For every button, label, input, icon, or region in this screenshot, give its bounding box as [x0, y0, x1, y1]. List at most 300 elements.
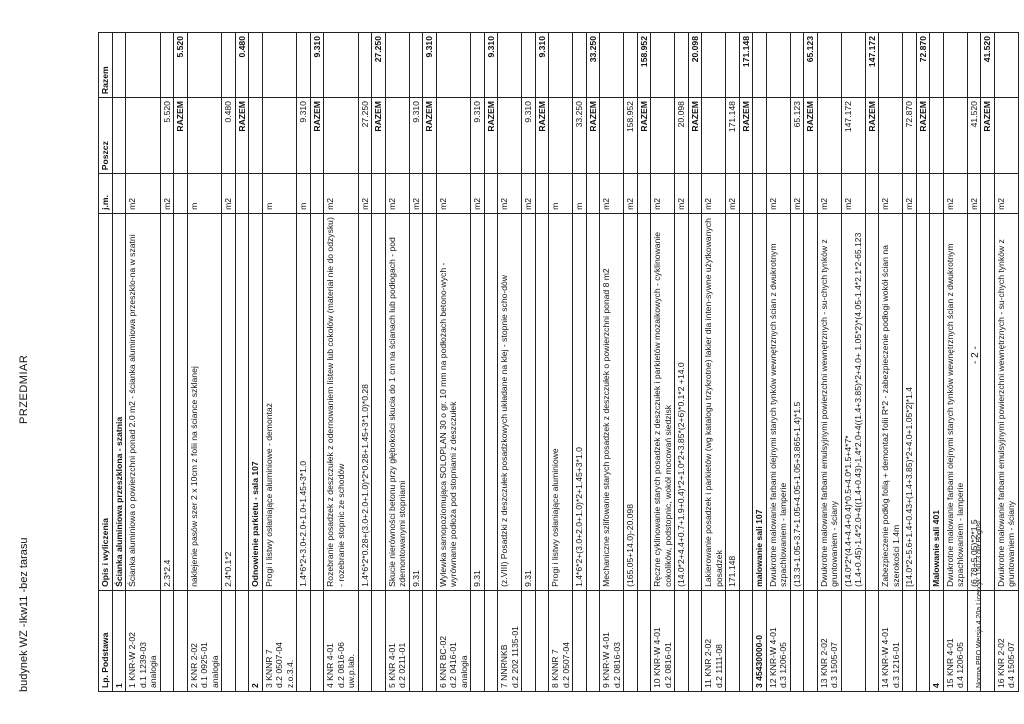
sum-value: 5.520 [174, 33, 188, 98]
section-number: 4 [930, 590, 944, 691]
sum-label: RAZEM [586, 98, 600, 174]
basis-line: d.2 0507-04 [560, 642, 571, 688]
description-cell [688, 213, 702, 590]
sum-label: RAZEM [865, 98, 879, 174]
item-row [262, 33, 297, 692]
basis-line: d.4 1206-05 [955, 642, 965, 688]
basis-line: z.o.3.4. [284, 659, 295, 688]
calc-formula: 2.4*0.1*2 [222, 213, 236, 590]
item-basis [817, 590, 841, 691]
unit-cell: m2 [471, 174, 485, 214]
basis-line: analogia [458, 655, 469, 688]
item-basis [262, 590, 297, 691]
basis-line: d.3 1505-07 [829, 642, 839, 688]
total-cell [600, 33, 624, 98]
unit-cell [804, 174, 818, 214]
partial-cell [651, 98, 675, 174]
total-cell [766, 33, 790, 98]
unit-cell: m2 [766, 174, 790, 214]
item-row [994, 33, 1018, 692]
basis-cell [160, 590, 174, 691]
calc-formula: 1.4*6*2+3.0+2.0+1.0+1.45+3*1.0 [297, 213, 311, 590]
item-row [324, 33, 359, 692]
total-cell [160, 33, 174, 98]
basis-cell [235, 590, 249, 691]
total-cell [841, 33, 865, 98]
basis-cell [484, 590, 498, 691]
calc-formula: 9.31 [471, 213, 485, 590]
total-cell [522, 33, 536, 98]
total-cell [471, 33, 485, 98]
item-row [943, 33, 967, 692]
unit-cell [423, 174, 437, 214]
unit-cell [688, 174, 702, 214]
basis-line: 8 KNNR 7 [550, 649, 560, 688]
basis-line: d.2 202 1135-01 [509, 626, 520, 688]
item-description: Lakierowanie posadzek i parkietów (wg katalogu trzykrotne) lakier dla inten-sywne użytkowanych posadzek [702, 213, 726, 590]
sum-value: 171.148 [739, 33, 753, 98]
partial-value: 9.310 [297, 98, 311, 174]
total-cell [262, 33, 297, 98]
item-basis [651, 590, 675, 691]
description-cell [174, 213, 188, 590]
basis-line: 7 NNRNKB [499, 644, 509, 688]
calc-row [297, 33, 311, 692]
item-basis [324, 590, 359, 691]
software-license-note: Norma PRO Wersja 4.20a Licencja: 15073 dla Bogusi [976, 521, 983, 688]
sum-label: RAZEM [235, 98, 249, 174]
unit-cell [235, 174, 249, 214]
description-cell [423, 213, 437, 590]
sum-label: RAZEM [484, 98, 498, 174]
basis-line: 14 KNR-W 4-01 [880, 627, 890, 688]
total-cell [967, 33, 981, 98]
partial-value: 9.310 [409, 98, 423, 174]
partial-cell [766, 98, 790, 174]
calc-formula: [14.0*2+5.6+1.4+0.43+(1.4+3.85)*2+4.0+1.05*2]*1.4 [903, 213, 917, 590]
total-cell [943, 33, 967, 98]
basis-cell [409, 590, 423, 691]
sum-label: RAZEM [981, 98, 995, 174]
basis-line: d.1 1239-03 [137, 642, 148, 688]
sum-row [804, 33, 818, 692]
calc-formula: (13.3+1.05+3.7+1.05+4.05+1.05+3.865+1.4)*1.5 [790, 213, 804, 590]
sum-row [372, 33, 386, 692]
section-number: 2 [249, 590, 263, 691]
item-row [817, 33, 841, 692]
section-row [930, 33, 944, 692]
basis-cell [790, 590, 804, 691]
col-header-total: Razem [99, 33, 113, 98]
item-description: Progi i listwy osłaniające aluminiowe [549, 213, 573, 590]
unit-cell: m2 [324, 174, 359, 214]
basis-line: 2 KNR 2-02 [188, 643, 199, 688]
basis-cell [358, 590, 372, 691]
basis-line: 13 KNR 2-02 [818, 638, 829, 688]
basis-cell [310, 590, 324, 691]
section-row [753, 33, 767, 692]
unit-cell: m2 [726, 174, 740, 214]
partial-cell [994, 98, 1018, 174]
basis-cell [637, 590, 651, 691]
basis-line: 1 KNR-W 2-02 [127, 632, 137, 688]
total-cell [817, 33, 841, 98]
total-cell [930, 33, 944, 98]
partial-cell [498, 98, 522, 174]
partial-value: 20.098 [675, 98, 689, 174]
description-cell [484, 213, 498, 590]
description-cell [310, 213, 324, 590]
item-description: Dwukrotne malowanie farbami emulsyjnymi powierzchni wewnętrznych - su-chych tynków z gruntowaniem - ściany [994, 213, 1018, 590]
section-row [112, 33, 126, 692]
basis-cell [688, 590, 702, 691]
item-basis [702, 590, 726, 691]
calc-row [624, 33, 638, 692]
item-description: Dwukrotne malowanie farbami olejnymi starych tynków wewnętrznych ścian z dwukrotnym szpachlowaniem - lamperie [943, 213, 967, 590]
total-cell [994, 33, 1018, 98]
basis-line: d.4 1505-07 [1006, 642, 1016, 688]
total-cell [249, 33, 263, 98]
unit-cell: m [262, 174, 297, 214]
description-cell [235, 213, 249, 590]
total-cell [385, 33, 409, 98]
sum-value: 27.250 [372, 33, 386, 98]
unit-cell [112, 174, 126, 214]
unit-cell: m2 [600, 174, 624, 214]
sum-value: 147.172 [865, 33, 879, 98]
calc-formula: 2.3*2.4 [160, 213, 174, 590]
basis-line: uw.p.lab. [346, 654, 356, 688]
sum-row [423, 33, 437, 692]
document-subject: budynek WZ -Ikw11 -bez tarasu [18, 537, 30, 692]
sum-value: 0.480 [235, 33, 249, 98]
sum-value: 20.098 [688, 33, 702, 98]
partial-cell [549, 98, 573, 174]
unit-cell [916, 174, 930, 214]
item-row [385, 33, 409, 692]
partial-cell [385, 98, 409, 174]
total-cell [187, 33, 222, 98]
basis-cell [372, 590, 386, 691]
basis-line: 6 KNR BC-02 [437, 635, 448, 688]
partial-cell [187, 98, 222, 174]
col-header-unit: j.m. [99, 174, 113, 214]
section-title: Odnowienie parkietu - sala 107 [249, 213, 263, 590]
total-cell [651, 33, 675, 98]
item-basis [994, 590, 1018, 691]
total-cell [324, 33, 359, 98]
calc-row [222, 33, 236, 692]
basis-line: 15 KNR 4-01 [944, 638, 955, 688]
item-description: Dwukrotne malowanie farbami emulsyjnymi powierzchni wewnętrznych - su-chych tynków z gruntowaniem - ściany [817, 213, 841, 590]
item-description: Dwukrotne malowanie farbami olejnymi starych tynków wewnętrznych ścian z dwukrotnym szpachlowaniem - lamperie [766, 213, 790, 590]
sum-value: 158.952 [637, 33, 651, 98]
basis-line: 4 KNR 4-01 [325, 643, 335, 688]
basis-line: analogia [209, 655, 220, 688]
item-description: Ręczne cyklinowanie starych posadzek z deszczułek i parkietów mozaikowych - cyklinowanie cokolików, podstopnic, wokół mocowań siedzisk [651, 213, 675, 590]
unit-cell: m2 [385, 174, 409, 214]
unit-cell [739, 174, 753, 214]
sum-label: RAZEM [688, 98, 702, 174]
calc-formula: (14.0*2*(4.4+4.4+0.4)*0.5+4.0*1.5+4*7*(1.4+0.45)-1.4*2.0+4((1.4+0.43)-1.4*2.0+4((1.4+3.85)*2+4.0+ 1.05*2)*(4.05-1.4*2.1*2-65.123 [841, 213, 865, 590]
partial-value: 33.250 [573, 98, 587, 174]
unit-cell [174, 174, 188, 214]
sum-row [535, 33, 549, 692]
sum-label: RAZEM [372, 98, 386, 174]
calc-row [903, 33, 917, 692]
basis-line: d.3 1206-05 [778, 642, 788, 688]
calc-row [522, 33, 536, 692]
item-description: Skucie nierówności betonu przy głębokości skucia do 1 cm na ścianach lub podłogach - pod zdemontowanymi stopniami [385, 213, 409, 590]
section-number: 3 45430000-0 [753, 590, 767, 691]
calc-formula: (14.0*2+4.4+0.7+1.9+0.4)*2+1.0*2+3.85*(2+6)*0.1*2 +14.0 [675, 213, 689, 590]
sum-value: 72.870 [916, 33, 930, 98]
total-cell [753, 33, 767, 98]
sum-label: RAZEM [423, 98, 437, 174]
unit-cell: m2 [624, 174, 638, 214]
item-description: Wylewka samopoziomująca SOLOPLAN 30 o gr. 10 mm na podłożach betono-wych - wyrównanie podłoża pod stopniami z deszczułek [436, 213, 471, 590]
description-cell [586, 213, 600, 590]
partial-cell [262, 98, 297, 174]
unit-cell: m2 [702, 174, 726, 214]
basis-cell [522, 590, 536, 691]
partial-value: 9.310 [522, 98, 536, 174]
sum-row [688, 33, 702, 692]
calc-row [409, 33, 423, 692]
partial-value: 5.520 [160, 98, 174, 174]
partial-value: 65.123 [790, 98, 804, 174]
basis-line: 10 KNR-W 4-01 [652, 627, 662, 688]
unit-cell [753, 174, 767, 214]
total-cell [498, 33, 522, 98]
item-description: Mechaniczne szlifowanie starych posadzek z deszczułek o powierzchni ponad 8 m2 [600, 213, 624, 590]
total-cell [549, 33, 573, 98]
item-row [651, 33, 675, 692]
unit-cell: m2 [967, 174, 981, 214]
basis-cell [471, 590, 485, 691]
description-cell [637, 213, 651, 590]
item-description: (z.VIII) Posadzki z deszczułek posadzkowych układane na klej - stopnie scho-dów [498, 213, 522, 590]
sum-value: 41.520 [981, 33, 995, 98]
item-description: Progi i listwy osłaniające aluminiowe - demontaż [262, 213, 297, 590]
total-cell [624, 33, 638, 98]
partial-cell [249, 98, 263, 174]
partial-value: 27.250 [358, 98, 372, 174]
basis-cell [739, 590, 753, 691]
calc-row [160, 33, 174, 692]
basis-cell [903, 590, 917, 691]
total-cell [409, 33, 423, 98]
basis-cell [916, 590, 930, 691]
unit-cell: m2 [436, 174, 471, 214]
unit-cell: m2 [522, 174, 536, 214]
unit-cell: m2 [879, 174, 903, 214]
unit-cell: m2 [903, 174, 917, 214]
unit-cell: m2 [994, 174, 1018, 214]
total-cell [112, 33, 126, 98]
sum-value: 65.123 [804, 33, 818, 98]
col-header-lp: Lp. Podstawa [99, 590, 113, 691]
sum-row [865, 33, 879, 692]
total-cell [436, 33, 471, 98]
calc-formula: (165.05+14.0)-20.098 [624, 213, 638, 590]
partial-cell [753, 98, 767, 174]
basis-cell [675, 590, 689, 691]
basis-cell [586, 590, 600, 691]
item-row [766, 33, 790, 692]
unit-cell: m2 [498, 174, 522, 214]
unit-cell [310, 174, 324, 214]
item-row [187, 33, 222, 692]
item-basis [766, 590, 790, 691]
basis-cell [726, 590, 740, 691]
partial-value: 147.172 [841, 98, 865, 174]
sum-label: RAZEM [310, 98, 324, 174]
basis-line: 9 KNR-W 4-01 [601, 632, 611, 688]
total-cell [126, 33, 161, 98]
item-description: naklejenie pasów szer 2 x 10cm z folii na ściance szklanej [187, 213, 222, 590]
item-row [436, 33, 471, 692]
item-row [600, 33, 624, 692]
basis-line: d.2 0816-03 [611, 642, 622, 688]
col-header-description: Opis i wyliczenia [99, 213, 113, 590]
partial-cell [126, 98, 161, 174]
unit-cell: m2 [790, 174, 804, 214]
unit-cell [586, 174, 600, 214]
unit-cell: m [187, 174, 222, 214]
item-basis [600, 590, 624, 691]
basis-line: 3 KNNR 7 [263, 649, 274, 688]
sum-value: 33.250 [586, 33, 600, 98]
basis-cell [804, 590, 818, 691]
total-cell [903, 33, 917, 98]
partial-cell [324, 98, 359, 174]
section-number: 1 [112, 590, 126, 691]
item-basis [549, 590, 573, 691]
partial-cell [702, 98, 726, 174]
partial-cell [436, 98, 471, 174]
sum-value: 9.310 [310, 33, 324, 98]
basis-line: d.2 0211-01 [397, 642, 407, 688]
unit-cell: m2 [222, 174, 236, 214]
sum-label: RAZEM [637, 98, 651, 174]
total-cell [790, 33, 804, 98]
basis-cell [624, 590, 638, 691]
item-basis [436, 590, 471, 691]
page-number: - 2 - [970, 346, 981, 364]
unit-cell [930, 174, 944, 214]
partial-value: 72.870 [903, 98, 917, 174]
basis-line: 16 KNR 2-02 [995, 638, 1006, 688]
calc-formula: (6.78+5.05)*2*1.5 [967, 213, 981, 590]
basis-line: d.2 0816-01 [662, 642, 673, 688]
partial-cell [879, 98, 903, 174]
sum-row [586, 33, 600, 692]
unit-cell [637, 174, 651, 214]
basis-line: d.1 0925-01 [199, 642, 209, 688]
description-cell [535, 213, 549, 590]
basis-cell [297, 590, 311, 691]
unit-cell [535, 174, 549, 214]
total-cell [702, 33, 726, 98]
sum-label: RAZEM [739, 98, 753, 174]
basis-cell [865, 590, 879, 691]
unit-cell: m2 [675, 174, 689, 214]
sum-value: 9.310 [535, 33, 549, 98]
partial-cell [600, 98, 624, 174]
item-basis [126, 590, 161, 691]
calc-formula: 171.148 [726, 213, 740, 590]
unit-cell: m2 [126, 174, 161, 214]
sum-label: RAZEM [535, 98, 549, 174]
unit-cell: m2 [817, 174, 841, 214]
unit-cell [249, 174, 263, 214]
basis-line: 5 KNR 4-01 [386, 643, 397, 688]
basis-cell [573, 590, 587, 691]
sum-row [916, 33, 930, 692]
table-header-row [99, 33, 113, 692]
sum-row [235, 33, 249, 692]
table-body [112, 33, 1018, 692]
sum-row [310, 33, 324, 692]
basis-cell [841, 590, 865, 691]
item-description: Zabezpieczenie podłóg folią + demontaż folii R*2 - zabezpieczenie podłogi wokół ścian na szerokości 1.4m [879, 213, 903, 590]
calc-row [675, 33, 689, 692]
item-row [702, 33, 726, 692]
basis-line: d.2 1111-08 [713, 644, 724, 688]
section-title: Malowanie sali 401 [930, 213, 944, 590]
item-basis [385, 590, 409, 691]
basis-line: 11 KNR 2-02 [703, 638, 713, 688]
section-row [249, 33, 263, 692]
calc-row [573, 33, 587, 692]
unit-cell [981, 174, 995, 214]
sum-label: RAZEM [174, 98, 188, 174]
calc-row [841, 33, 865, 692]
calc-row [726, 33, 740, 692]
document-title: PRZEDMIAR [18, 354, 30, 424]
partial-cell [930, 98, 944, 174]
calc-formula: 9.31 [409, 213, 423, 590]
sum-value: 9.310 [484, 33, 498, 98]
total-cell [879, 33, 903, 98]
item-description: Rozebranie posadzek z deszczułek z odernowaniem listew lub cokołów (materiał nie do odzysku) - rozebranie stopnic ze schodów [324, 213, 359, 590]
unit-cell: m [549, 174, 573, 214]
partial-cell [943, 98, 967, 174]
unit-cell [372, 174, 386, 214]
unit-cell: m [297, 174, 311, 214]
partial-cell [112, 98, 126, 174]
unit-cell: m2 [651, 174, 675, 214]
unit-cell: m [573, 174, 587, 214]
sum-label: RAZEM [916, 98, 930, 174]
unit-cell: m2 [409, 174, 423, 214]
unit-cell: m2 [160, 174, 174, 214]
total-cell [573, 33, 587, 98]
sum-row [739, 33, 753, 692]
description-cell [372, 213, 386, 590]
total-cell [358, 33, 372, 98]
item-description: Ścianka aluminiowa o powierzchni ponad 2.0 m2 - ścianka aluminiowa przeszklo-na w szatni [126, 213, 161, 590]
total-cell [675, 33, 689, 98]
partial-value: 41.520 [967, 98, 981, 174]
calc-row [358, 33, 372, 692]
calc-formula: 9.31 [522, 213, 536, 590]
item-row [549, 33, 573, 692]
partial-value: 171.148 [726, 98, 740, 174]
total-cell [726, 33, 740, 98]
description-cell [865, 213, 879, 590]
